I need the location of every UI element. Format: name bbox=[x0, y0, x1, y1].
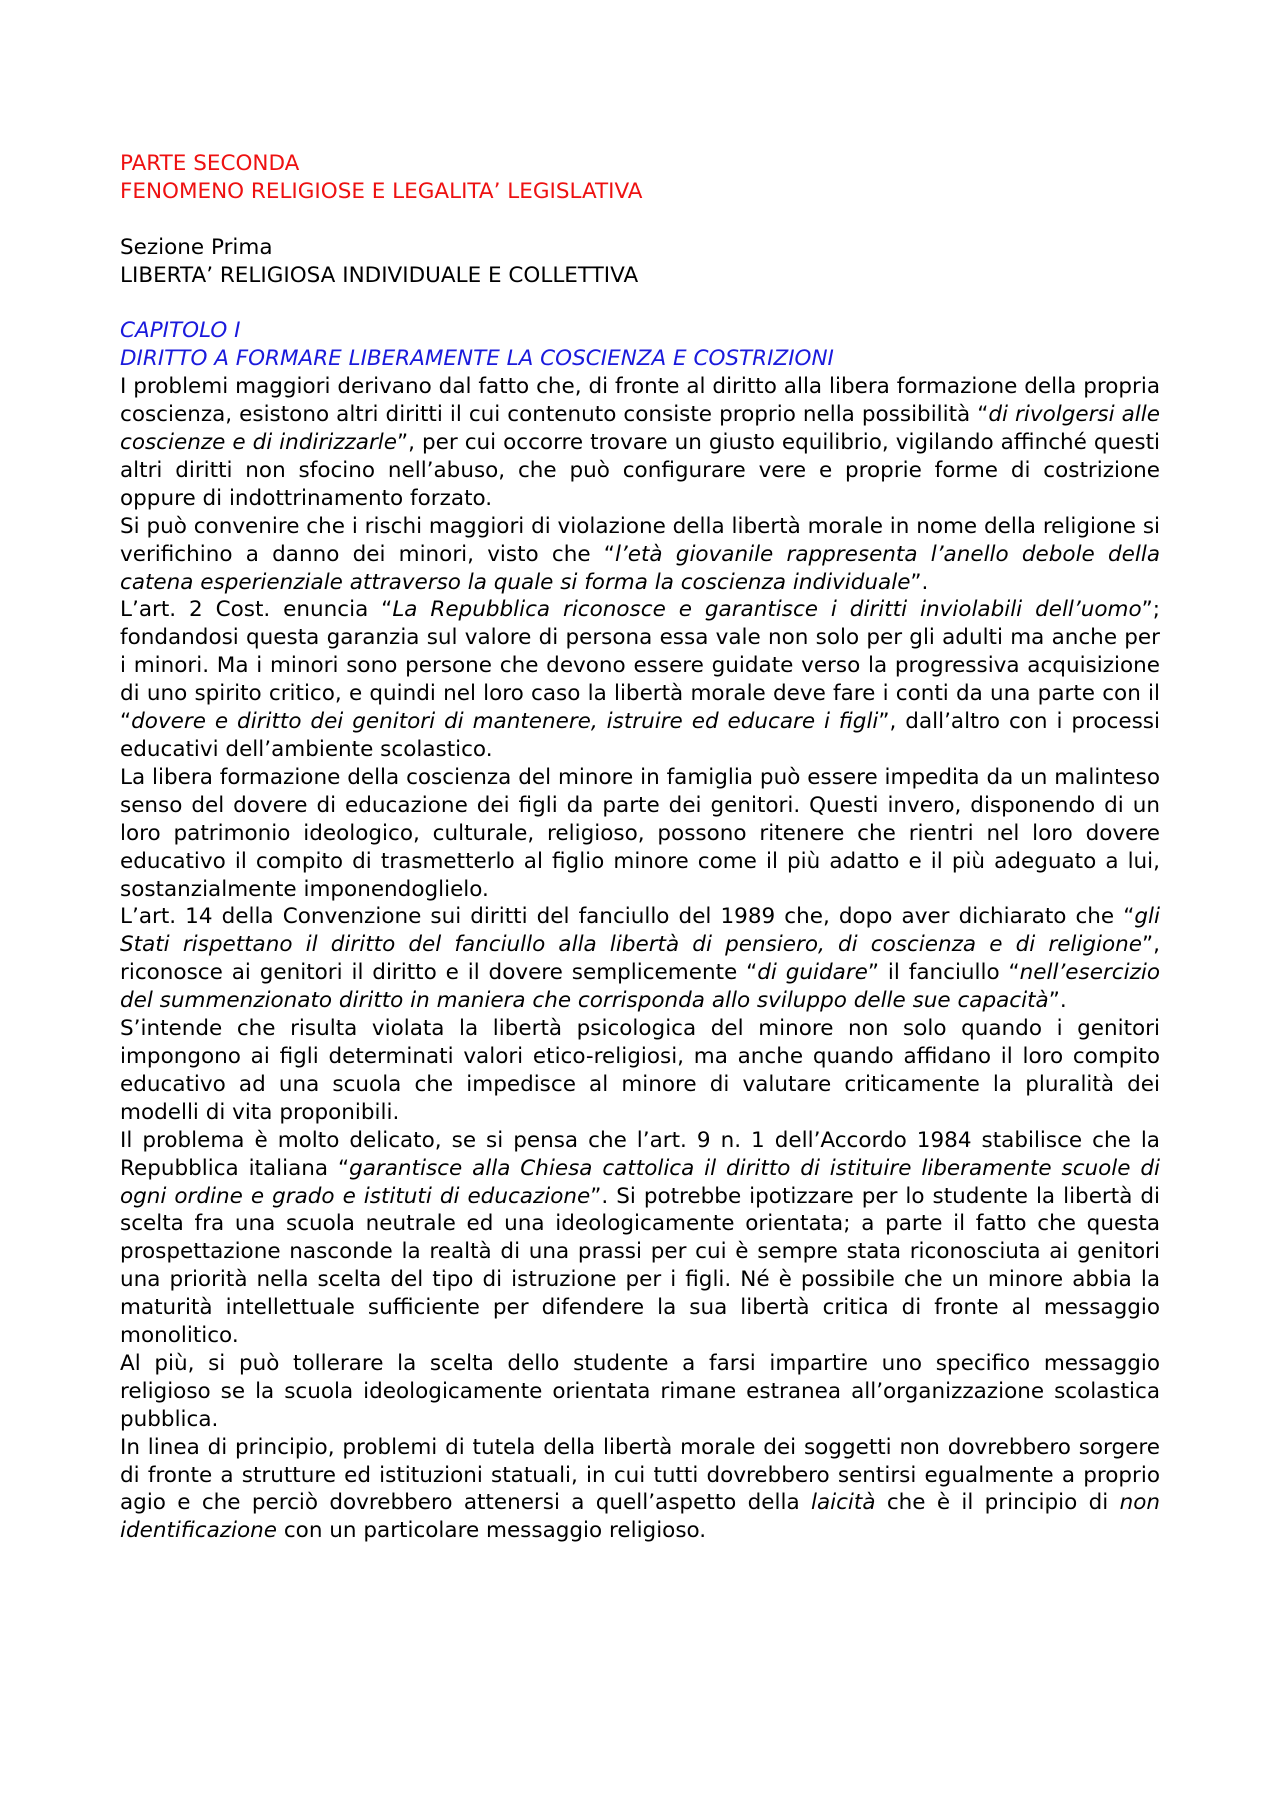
paragraph-text: I problemi maggiori derivano dal fatto che, di fronte al diritto alla libera formazione della propria coscienza, esistono altri diritti il cui contenuto consiste proprio nella possibilità “ bbox=[120, 374, 1160, 428]
italic-quote: gli Stati rispettano il diritto del fanciullo alla libertà di pensiero, di coscienza e di religione bbox=[120, 904, 1160, 958]
paragraph-text: Al più, si può tollerare la scelta dello studente a farsi impartire uno specifico messaggio religioso se la scuola ideologicamente orientata rimane estranea all’organizzazione scolastica pubblica. bbox=[120, 1350, 1160, 1432]
italic-quote: non identificazione bbox=[120, 1490, 1160, 1544]
paragraph-text: ”. Si potrebbe ipotizzare per lo studente la libertà di scelta fra una scuola neutrale ed una ideologicamente orientata; a parte il fatto che questa prospettazione nasconde la realtà di una prassi per cui è sempre stata riconosciuta ai genitori una priorità nella scelta del tipo di istruzione per i figli. Né è possibile che un minore abbia la maturità intellettuale sufficiente per difendere la sua libertà critica di fronte al messaggio monolitico. bbox=[120, 1183, 1160, 1349]
paragraph-text: ”; fondandosi questa garanzia sul valore di persona essa vale non solo per gli adulti ma anche per i minori. Ma i minori sono persone che devono essere guidate verso la progressiva acquisizione di uno spirito critico, e quindi nel loro caso la libertà morale deve fare i conti da una parte con il “ bbox=[120, 597, 1160, 735]
section-title: LIBERTA’ RELIGIOSA INDIVIDUALE E COLLETTIVA bbox=[120, 262, 639, 288]
paragraph-text: ”. bbox=[1048, 988, 1067, 1014]
italic-quote: laicità bbox=[810, 1490, 876, 1516]
italic-quote: l’età giovanile rappresenta l’anello debole della catena esperienziale attraverso la quale si forma la coscienza individuale bbox=[120, 541, 1160, 595]
paragraph bbox=[120, 1350, 1160, 1434]
paragraph-text: che è il principio di bbox=[875, 1490, 1120, 1516]
paragraph-text: In linea di principio, problemi di tutela della libertà morale dei soggetti non dovrebbero sorgere di fronte a strutture ed istituzioni statuali, in cui tutti dovrebbero sentirsi egualmente a proprio agio e che perciò dovrebbero attenersi a quell’aspetto della bbox=[120, 1434, 1160, 1516]
part-title: FENOMENO RELIGIOSE E LEGALITA’ LEGISLATIVA bbox=[120, 178, 643, 204]
paragraph-text: La libera formazione della coscienza del minore in famiglia può essere impedita da un malinteso senso del dovere di educazione dei figli da parte dei genitori. Questi invero, disponendo di un loro patrimonio ideologico, culturale, religioso, possono ritenere che rientri nel loro dovere educativo il compito di trasmetterlo al figlio minore come il più adatto e il più adeguato a lui, sostanzialmente imponendoglielo. bbox=[120, 764, 1160, 902]
paragraph bbox=[120, 513, 1160, 597]
paragraph bbox=[120, 596, 1160, 763]
paragraph bbox=[120, 764, 1160, 904]
section-heading: Sezione Prima bbox=[120, 234, 273, 260]
paragraph-text: S’intende che risulta violata la libertà psicologica del minore non solo quando i genitori impongono ai figli determinati valori etico-religiosi, ma anche quando affidano il loro compito educativo ad una scuola che impedisce al minore di valutare criticamente la pluralità dei modelli di vita proponibili. bbox=[120, 1016, 1160, 1125]
paragraph-text: ” il fanciullo “ bbox=[867, 960, 1020, 986]
paragraph bbox=[120, 1127, 1160, 1350]
paragraph bbox=[120, 1015, 1160, 1127]
document-page bbox=[120, 150, 1160, 1545]
paragraph-text: L’art. 2 Cost. enuncia “ bbox=[120, 597, 393, 623]
paragraph-text: Si può convenire che i rischi maggiori di violazione della libertà morale in nome della religione si verifichino a danno dei minori, visto che “ bbox=[120, 513, 1160, 567]
body-text bbox=[120, 373, 1160, 1545]
chapter-heading: CAPITOLO I bbox=[120, 318, 241, 344]
italic-quote: La Repubblica riconosce e garantisce i diritti inviolabili dell’uomo bbox=[392, 597, 1142, 623]
paragraph-text: ”. bbox=[910, 569, 929, 595]
chapter-title: DIRITTO A FORMARE LIBERAMENTE LA COSCIENZA E COSTRIZIONI bbox=[120, 346, 834, 372]
italic-quote: garantisce alla Chiesa cattolica il diritto di istituire liberamente scuole di ogni ordine e grado e istituti di educazione bbox=[120, 1155, 1160, 1209]
paragraph-text: ”, dall’altro con i processi educativi dell’ambiente scolastico. bbox=[120, 709, 1160, 762]
part-heading: PARTE SECONDA bbox=[120, 151, 300, 176]
italic-quote: nell’esercizio del summenzionato diritto in maniera che corrisponda allo sviluppo delle sue capacità bbox=[120, 960, 1160, 1014]
italic-quote: di guidare bbox=[757, 960, 868, 986]
italic-quote: di rivolgersi alle coscienze e di indirizzarle bbox=[120, 402, 1160, 456]
paragraph bbox=[120, 903, 1160, 1015]
paragraph-text: L’art. 14 della Convenzione sui diritti del fanciullo del 1989 che, dopo aver dichiarato che “ bbox=[120, 904, 1135, 930]
paragraph-text: ”, per cui occorre trovare un giusto equilibrio, vigilando affinché questi altri diritti non sfocino nell’abuso, che può configurare vere e proprie forme di costrizione oppure di indottrinamento forzato. bbox=[120, 430, 1160, 511]
paragraph-text: ”, riconosce ai genitori il diritto e il dovere semplicemente “ bbox=[120, 932, 1160, 986]
paragraph-text: Il problema è molto delicato, se si pensa che l’art. 9 n. 1 dell’Accordo 1984 stabilisce che la Repubblica italiana “ bbox=[120, 1127, 1160, 1181]
paragraph bbox=[120, 373, 1160, 513]
paragraph bbox=[120, 1434, 1160, 1546]
italic-quote: dovere e diritto dei genitori di mantenere, istruire ed educare i figli bbox=[131, 709, 879, 735]
spacer bbox=[120, 290, 1160, 318]
paragraph-text: con un particolare messaggio religioso. bbox=[277, 1518, 707, 1544]
spacer bbox=[120, 206, 1160, 234]
